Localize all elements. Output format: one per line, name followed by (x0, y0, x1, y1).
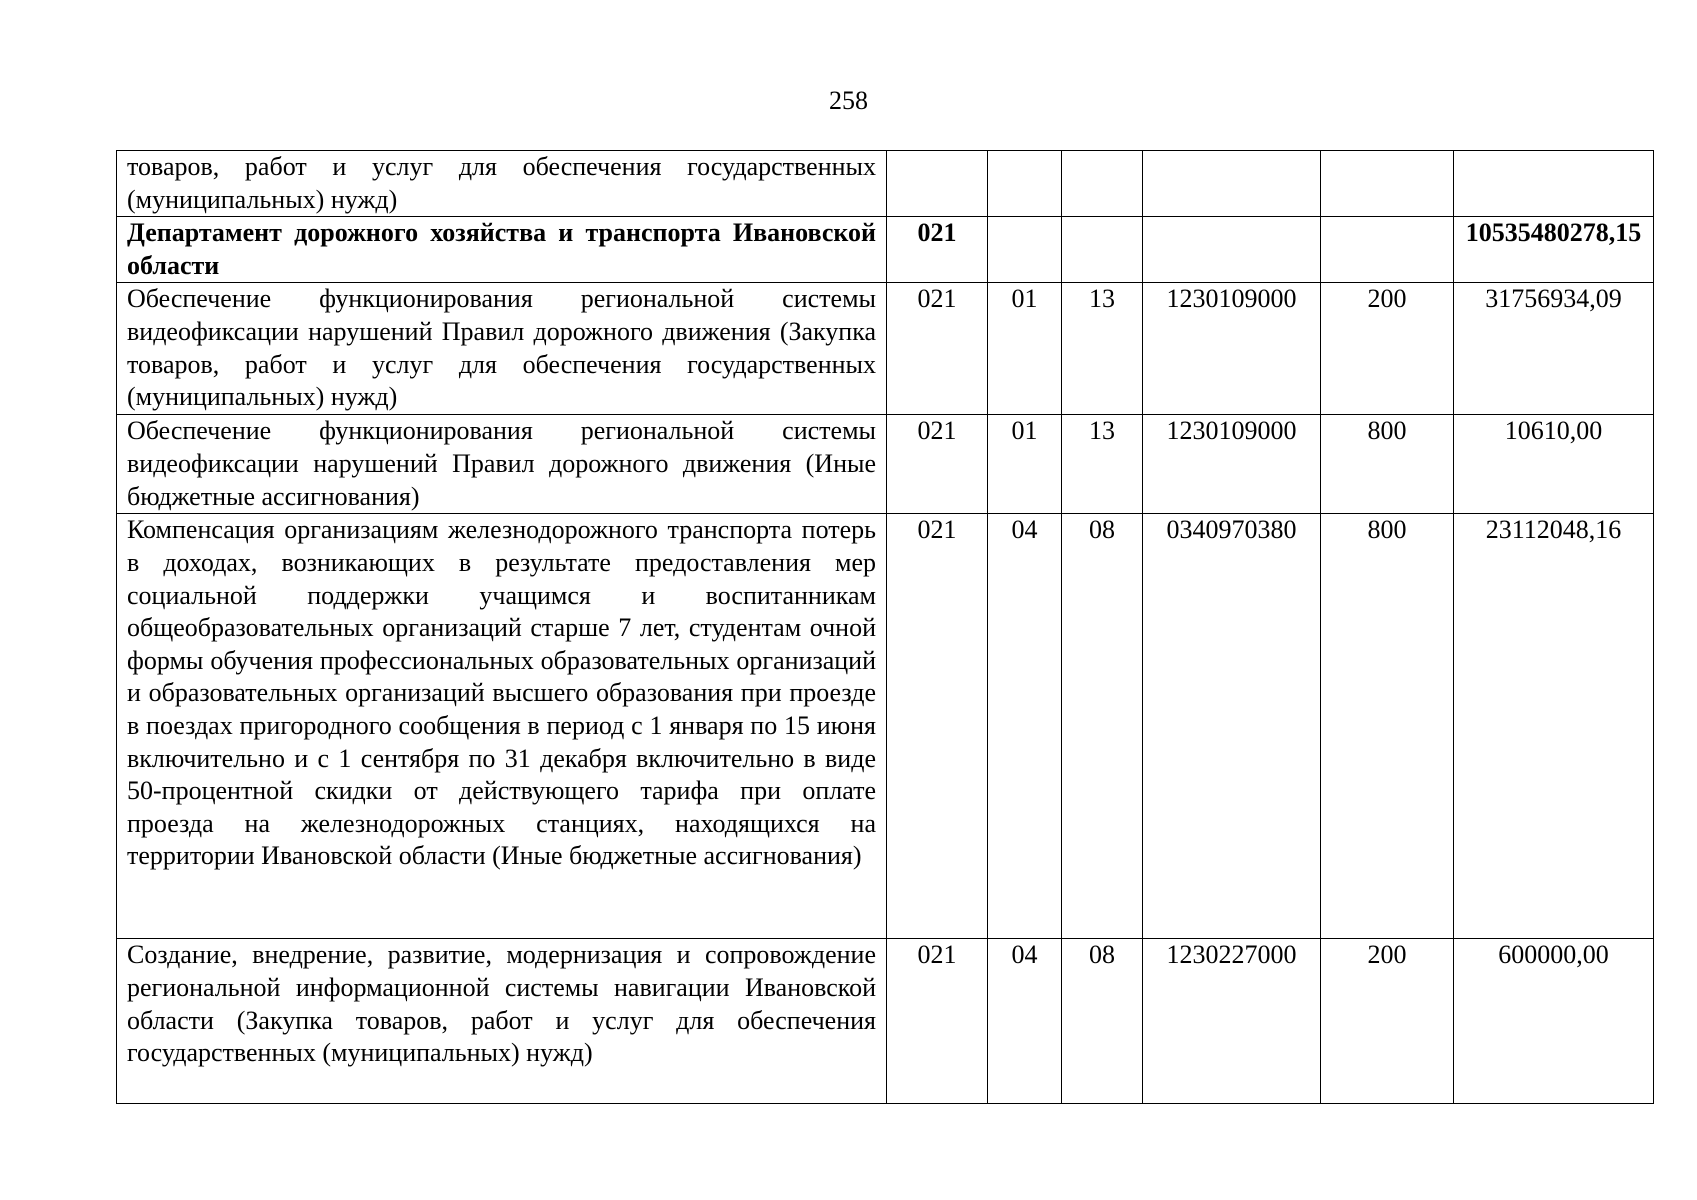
expense-type-code: 800 (1321, 514, 1454, 939)
target-article-code: 1230109000 (1143, 415, 1321, 514)
section-code: 04 (988, 939, 1062, 1104)
table-row (117, 217, 1654, 283)
ministry-code: 021 (887, 939, 988, 1104)
target-article-code (1143, 151, 1321, 217)
row-description: Создание, внедрение, развитие, модернизация и сопровождение региональной информационной системы навигации Ивановской области (Закупка товаров, работ и услуг для обеспечения государственных (муниципальных) нужд) (117, 939, 887, 1104)
amount (1454, 151, 1654, 217)
subsection-code: 08 (1062, 939, 1143, 1104)
row-description: Обеспечение функционирования региональной системы видеофиксации нарушений Правил дорожного движения (Закупка товаров, работ и услуг для обеспечения государственных (муниципальных) нужд) (117, 283, 887, 415)
subsection-code (1062, 217, 1143, 283)
row-description: товаров, работ и услуг для обеспечения государственных (муниципальных) нужд) (117, 151, 887, 217)
expense-type-code (1321, 151, 1454, 217)
ministry-code (887, 151, 988, 217)
subsection-code: 08 (1062, 514, 1143, 939)
table-row (117, 415, 1654, 514)
expense-type-code: 200 (1321, 283, 1454, 415)
section-code: 01 (988, 415, 1062, 514)
table-row (117, 514, 1654, 939)
target-article-code (1143, 217, 1321, 283)
table-row (117, 283, 1654, 415)
section-code (988, 217, 1062, 283)
amount: 10610,00 (1454, 415, 1654, 514)
amount: 600000,00 (1454, 939, 1654, 1104)
ministry-code: 021 (887, 514, 988, 939)
budget-table (116, 150, 1654, 1104)
row-description: Обеспечение функционирования региональной системы видеофиксации нарушений Правил дорожного движения (Иные бюджетные ассигнования) (117, 415, 887, 514)
table-row (117, 939, 1654, 1104)
expense-type-code: 200 (1321, 939, 1454, 1104)
subsection-code: 13 (1062, 415, 1143, 514)
target-article-code: 1230109000 (1143, 283, 1321, 415)
expense-type-code: 800 (1321, 415, 1454, 514)
ministry-code: 021 (887, 415, 988, 514)
subsection-code: 13 (1062, 283, 1143, 415)
row-description: Департамент дорожного хозяйства и транспорта Ивановской области (117, 217, 887, 283)
section-code: 04 (988, 514, 1062, 939)
ministry-code: 021 (887, 217, 988, 283)
subsection-code (1062, 151, 1143, 217)
amount: 10535480278,15 (1454, 217, 1654, 283)
amount: 23112048,16 (1454, 514, 1654, 939)
row-description: Компенсация организациям железнодорожного транспорта потерь в доходах, возникающих в результате предоставления мер социальной поддержки учащимся и воспитанникам общеобразовательных организаций старше 7 лет, студентам очной формы обучения профессиональных образовательных организаций и образовательных организаций высшего образования при проезде в поездах пригородного сообщения в период с 1 января по 15 июня включительно и с 1 сентября по 31 декабря включительно в виде 50-процентной скидки от действующего тарифа при оплате проезда на железнодорожных станциях, находящихся на территории Ивановской области (Иные бюджетные ассигнования) (117, 514, 887, 939)
target-article-code: 1230227000 (1143, 939, 1321, 1104)
table-row (117, 151, 1654, 217)
amount: 31756934,09 (1454, 283, 1654, 415)
expense-type-code (1321, 217, 1454, 283)
section-code (988, 151, 1062, 217)
ministry-code: 021 (887, 283, 988, 415)
section-code: 01 (988, 283, 1062, 415)
page-number: 258 (829, 86, 868, 115)
target-article-code: 0340970380 (1143, 514, 1321, 939)
